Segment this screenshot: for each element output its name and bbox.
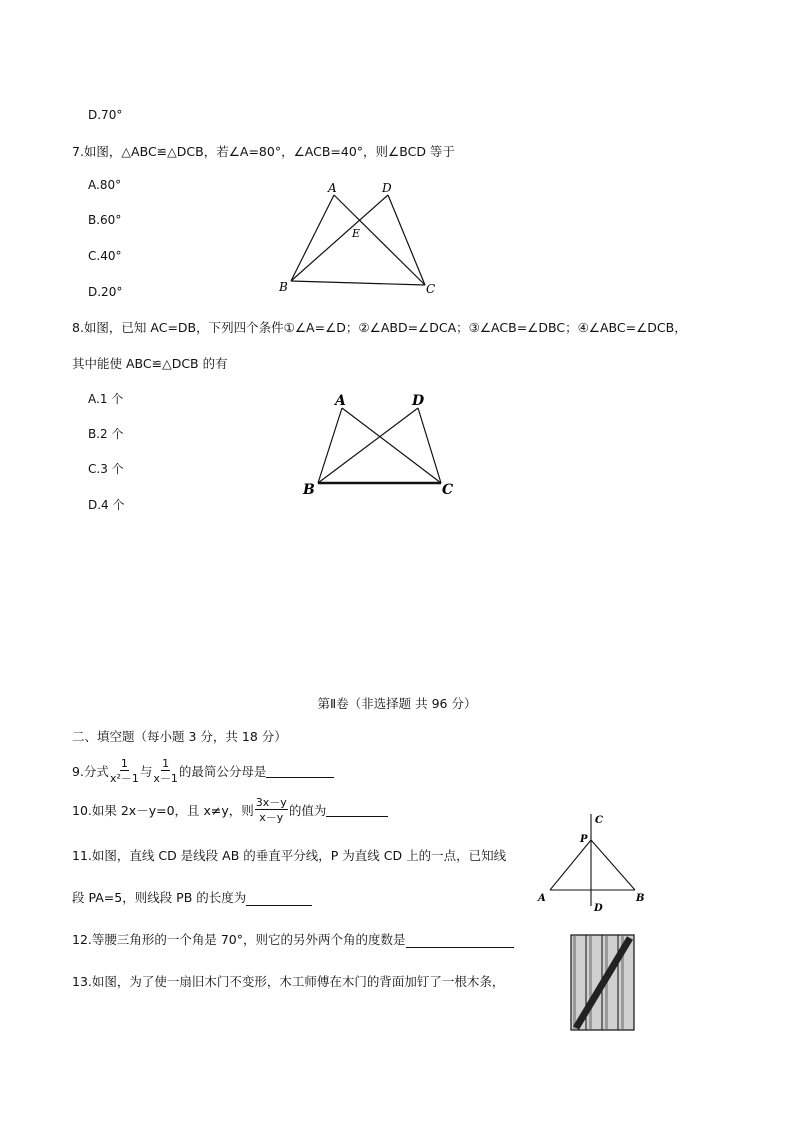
q7-label-e: E xyxy=(352,227,361,240)
q11-line-pb xyxy=(591,840,635,890)
q8-stem-line1: 8.如图，已知 AC=DB，下列四个条件①∠A=∠D；②∠ABD=∠DCA；③∠ACB=∠DBC；④∠ABC=∠DCB， xyxy=(72,320,687,335)
q9-mid: 与 xyxy=(139,764,153,779)
q9-suffix: 的最简公分母是 xyxy=(178,764,267,779)
q8-line-ac xyxy=(342,408,441,483)
q7-stem: 7.如图，△ABC≌△DCB，若∠A=80°，∠ACB=40°，则∠BCD 等于 xyxy=(72,144,455,159)
q11-label-p: P xyxy=(580,834,588,845)
q11-line2-wrap xyxy=(72,888,312,906)
q10-suffix: 的值为 xyxy=(288,803,327,818)
q8-line-db xyxy=(318,408,418,483)
q10-prefix: 10.如果 2x－y=0，且 x≠y，则 xyxy=(72,803,254,818)
q11-label-c: C xyxy=(595,815,603,826)
q10-fraction xyxy=(255,797,288,823)
q7-option-d: D.20° xyxy=(88,285,123,299)
q7-label-c: C xyxy=(426,282,436,296)
q13-wooden-door-figure xyxy=(570,934,636,1032)
q7-triangle-figure xyxy=(270,175,450,300)
section-ii-title: 第Ⅱ卷（非选择题 共 96 分） xyxy=(317,696,477,711)
q11-label-d: D xyxy=(594,903,603,914)
q8-label-c: C xyxy=(442,482,454,498)
q8-label-a: A xyxy=(335,393,346,409)
q7-label-a: A xyxy=(328,181,337,195)
q7-option-c: C.40° xyxy=(88,249,122,263)
q9-fraction-2-denominator: x－1 xyxy=(153,772,178,785)
q7-line-bc xyxy=(291,281,425,285)
part-two-title: 二、填空题（每小题 3 分，共 18 分） xyxy=(72,729,287,744)
q8-option-d: D.4 个 xyxy=(88,498,125,512)
q11-line-pa xyxy=(550,840,591,890)
q8-stem-line2: 其中能使 ABC≌△DCB 的有 xyxy=(72,356,228,371)
q11-label-a: A xyxy=(538,893,546,904)
q7-option-b: B.60° xyxy=(88,213,122,227)
q7-label-d: D xyxy=(382,181,392,195)
q8-option-b: B.2 个 xyxy=(88,427,124,441)
q10-fraction-denominator: x－y xyxy=(259,811,284,824)
q9-fraction-1-denominator: x²－1 xyxy=(109,772,139,785)
q11-bisector-figure xyxy=(532,810,652,915)
q8-line-dc xyxy=(418,408,441,483)
q12-text: 12.等腰三角形的一个角是 70°，则它的另外两个角的度数是 xyxy=(72,932,406,947)
q9-line xyxy=(72,758,334,784)
q7-label-b: B xyxy=(279,280,288,294)
q8-triangle-figure xyxy=(295,388,465,503)
q6-option-d: D.70° xyxy=(88,108,123,122)
q9-fraction-1-numerator: 1 xyxy=(120,757,128,770)
q8-line-ab xyxy=(318,408,342,483)
q9-prefix: 9.分式 xyxy=(72,764,109,779)
q11-answer-blank[interactable] xyxy=(246,893,312,906)
q9-fraction-2 xyxy=(153,758,178,784)
q11-label-b: B xyxy=(636,893,645,904)
q9-fraction-2-numerator: 1 xyxy=(162,757,170,770)
q8-option-a: A.1 个 xyxy=(88,392,124,406)
q10-answer-blank[interactable] xyxy=(326,804,388,817)
q8-option-c: C.3 个 xyxy=(88,462,124,476)
q7-option-a: A.80° xyxy=(88,178,122,192)
q10-fraction-numerator: 3x－y xyxy=(255,796,287,809)
q7-line-dc xyxy=(388,195,425,285)
q8-label-b: B xyxy=(303,482,315,498)
q12-line xyxy=(72,930,514,948)
q10-line xyxy=(72,797,388,823)
q12-answer-blank[interactable] xyxy=(406,935,514,948)
q9-answer-blank[interactable] xyxy=(266,765,334,778)
q9-fraction-1 xyxy=(110,758,139,784)
q7-line-ab xyxy=(291,195,334,281)
q7-line-db xyxy=(291,195,388,281)
q11-line2: 段 PA=5，则线段 PB 的长度为 xyxy=(72,890,247,905)
q13-text: 13.如图，为了使一扇旧木门不变形，木工师傅在木门的背面加钉了一根木条， xyxy=(72,974,505,989)
q8-label-d: D xyxy=(412,393,425,409)
q11-line1: 11.如图，直线 CD 是线段 AB 的垂直平分线，P 为直线 CD 上的一点，已知线 xyxy=(72,848,507,863)
q7-line-ac xyxy=(334,195,425,285)
